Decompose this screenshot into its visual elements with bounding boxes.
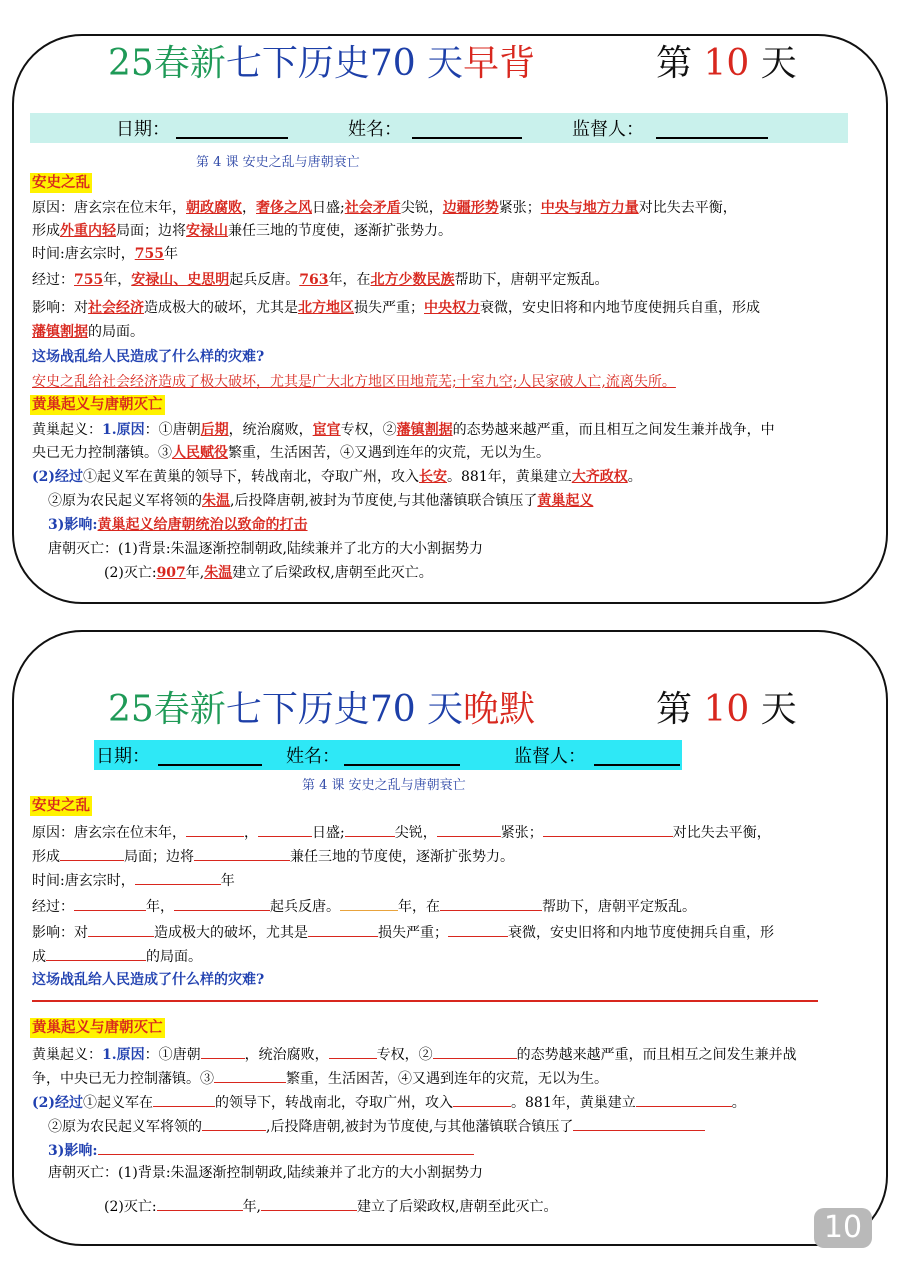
answer-blank[interactable]	[157, 1196, 243, 1211]
answer-blank[interactable]	[543, 822, 673, 837]
answer-blank[interactable]	[153, 1092, 215, 1107]
answer-blank[interactable]	[60, 846, 124, 861]
text-line: 形成 局面；边将 兼任三地的节度使，逐渐扩张势力。	[32, 846, 514, 866]
page-number-badge: 10	[814, 1208, 872, 1248]
text-line: (2)灭亡: 年, 建立了后梁政权,唐朝至此灭亡。	[104, 1196, 557, 1216]
lesson-title: 第 4 课 安史之乱与唐朝衰亡	[302, 778, 466, 793]
answer-blank[interactable]	[201, 1044, 245, 1059]
title-part: 七下历史70	[225, 689, 416, 730]
name-label: 姓名：	[348, 119, 402, 140]
question-answer: 安史之乱给社会经济造成了极大破坏，尤其是广大北方地区田地荒芜;十室九空;人民家破人亡,流离失所。	[32, 374, 676, 390]
day-suffix: 天	[749, 689, 797, 730]
text-line: 3)影响:黄巢起义给唐朝统治以致命的打击	[48, 517, 308, 533]
answer-blank[interactable]	[46, 946, 146, 961]
date-label: 日期：	[96, 746, 150, 767]
title-part: 七下历史70	[225, 43, 416, 84]
name-field[interactable]	[344, 764, 460, 766]
text-line: 唐朝灭亡：(1)背景:朱温逐渐控制朝政,陆续兼并了北方的大小割据势力	[48, 1165, 483, 1181]
supervisor-field[interactable]	[656, 137, 768, 139]
day-counter	[656, 43, 797, 84]
info-bar	[30, 113, 848, 143]
text-line: 原因：唐玄宗在位末年，朝政腐败，奢侈之风日盛;社会矛盾尖锐，边疆形势紧张；中央与地方力量对比失去平衡，	[32, 200, 737, 216]
day-counter	[656, 689, 797, 730]
title-part: 晚默	[463, 689, 536, 730]
day-number: 10	[703, 689, 750, 730]
answer-blank[interactable]	[636, 1092, 732, 1107]
date-field[interactable]	[158, 764, 262, 766]
supervisor-field[interactable]	[594, 764, 680, 766]
morning-title	[108, 43, 536, 84]
title-part: 天	[415, 689, 464, 730]
title-part: 25春新	[108, 43, 226, 84]
text-line: 黄巢起义：1.原因：①唐朝后期，统治腐败，宦官专权，②藩镇割据的态势越来越严重，而且相互之间发生兼并战争，中	[32, 422, 775, 438]
section-heading-huangchao: 黄巢起义与唐朝灭亡	[32, 396, 163, 413]
answer-blank[interactable]	[448, 922, 508, 937]
date-field[interactable]	[176, 137, 288, 139]
day-suffix: 天	[749, 43, 797, 84]
answer-blank[interactable]	[453, 1092, 511, 1107]
title-part: 25春新	[108, 689, 226, 730]
text-line: 时间:唐玄宗时，755年	[32, 246, 178, 262]
text-line: 形成外重内轻局面；边将安禄山兼任三地的节度使，逐渐扩张势力。	[32, 223, 452, 239]
text-line: (2)灭亡:907年,朱温建立了后梁政权,唐朝至此灭亡。	[104, 565, 433, 581]
question: 这场战乱给人民造成了什么样的灾难?	[32, 972, 265, 988]
title-part: 早背	[463, 43, 536, 84]
day-prefix: 第	[656, 43, 704, 84]
day-prefix: 第	[656, 689, 704, 730]
text-line: 经过： 年， 起兵反唐。 年，在 帮助下，唐朝平定叛乱。	[32, 896, 696, 916]
answer-blank[interactable]	[329, 1044, 377, 1059]
evening-title	[108, 689, 536, 730]
answer-blank[interactable]	[74, 896, 146, 911]
text-line: ②原为农民起义军将领的朱温,后投降唐朝,被封为节度使,与其他藩镇联合镇压了黄巢起义	[48, 493, 594, 509]
answer-blank[interactable]	[345, 822, 395, 837]
answer-blank[interactable]	[308, 922, 378, 937]
question: 这场战乱给人民造成了什么样的灾难?	[32, 349, 265, 365]
lesson-title: 第 4 课 安史之乱与唐朝衰亡	[196, 155, 360, 170]
answer-blank[interactable]	[98, 1140, 474, 1155]
text-line: 央已无力控制藩镇。③人民赋役繁重，生活困苦，④又遇到连年的灾荒，无以为生。	[32, 445, 550, 461]
answer-blank[interactable]	[261, 1196, 357, 1211]
supervisor-label: 监督人：	[572, 119, 644, 140]
text-line: 经过：755年，安禄山、史思明起兵反唐。763年，在北方少数民族帮助下，唐朝平定叛乱。	[32, 272, 609, 288]
text-line: 时间:唐玄宗时， 年	[32, 870, 235, 890]
date-label: 日期：	[116, 119, 170, 140]
text-line: 唐朝灭亡：(1)背景:朱温逐渐控制朝政,陆续兼并了北方的大小割据势力	[48, 541, 483, 557]
text-line: 原因：唐玄宗在位末年， ， 日盛; 尖锐， 紧张； 对比失去平衡，	[32, 822, 771, 842]
answer-blank[interactable]	[202, 1116, 266, 1131]
text-line: 藩镇割据的局面。	[32, 324, 144, 340]
text-line: 争，中央已无力控制藩镇。③ 繁重，生活困苦，④又遇到连年的灾荒，无以为生。	[32, 1068, 608, 1088]
answer-line[interactable]	[32, 1000, 818, 1002]
answer-blank[interactable]	[186, 822, 244, 837]
answer-blank[interactable]	[440, 896, 542, 911]
answer-blank[interactable]	[437, 822, 501, 837]
supervisor-label: 监督人：	[514, 746, 586, 767]
answer-blank[interactable]	[258, 822, 312, 837]
text-line: (2)经过①起义军在 的领导下，转战南北，夺取广州，攻入 。881年，黄巢建立 。	[32, 1092, 746, 1112]
info-bar	[94, 740, 682, 770]
text-line: 影响：对 造成极大的破坏，尤其是 损失严重； 衰微，安史旧将和内地节度使拥兵自重，形	[32, 922, 774, 942]
answer-blank[interactable]	[340, 896, 398, 911]
section-heading-anshi: 安史之乱	[32, 174, 90, 191]
answer-blank[interactable]	[174, 896, 270, 911]
name-field[interactable]	[412, 137, 522, 139]
title-part: 天	[415, 43, 464, 84]
text-line: ②原为农民起义军将领的 ,后投降唐朝,被封为节度使,与其他藩镇联合镇压了	[48, 1116, 705, 1136]
answer-blank[interactable]	[88, 922, 154, 937]
answer-blank[interactable]	[433, 1044, 517, 1059]
text-line: (2)经过①起义军在黄巢的领导下，转战南北，夺取广州，攻入长安。881年，黄巢建立大齐政权。	[32, 469, 642, 485]
text-line: 黄巢起义：1.原因：①唐朝 ，统治腐败， 专权，② 的态势越来越严重，而且相互之间发生兼并战	[32, 1044, 797, 1064]
answer-blank[interactable]	[135, 870, 221, 885]
section-heading-anshi: 安史之乱	[32, 797, 90, 814]
day-number: 10	[703, 43, 750, 84]
section-heading-huangchao: 黄巢起义与唐朝灭亡	[32, 1019, 163, 1036]
text-line: 成 的局面。	[32, 946, 202, 966]
text-line: 3)影响:	[48, 1140, 474, 1160]
answer-blank[interactable]	[214, 1068, 286, 1083]
answer-blank[interactable]	[573, 1116, 705, 1131]
answer-blank[interactable]	[194, 846, 290, 861]
name-label: 姓名：	[286, 746, 340, 767]
text-line: 影响：对社会经济造成极大的破坏，尤其是北方地区损失严重；中央权力衰微，安史旧将和内地节度使拥兵自重，形成	[32, 300, 760, 316]
